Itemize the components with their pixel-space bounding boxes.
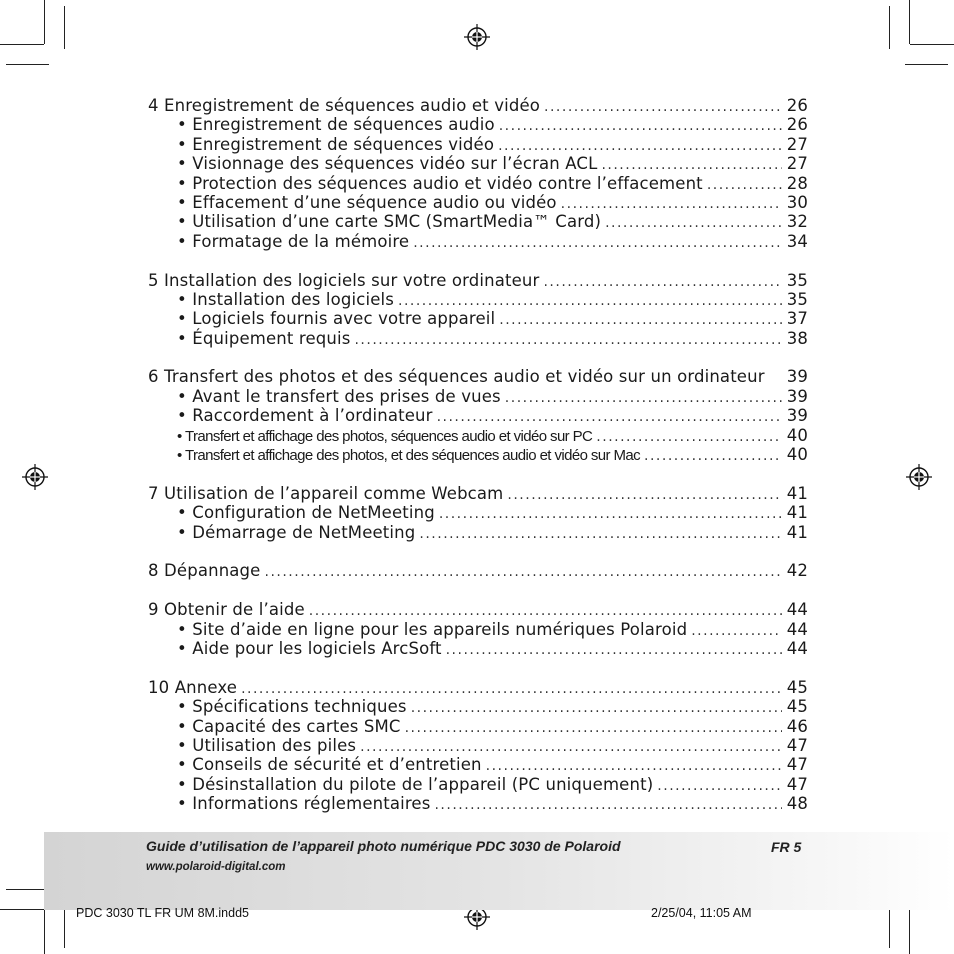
toc-subentry xyxy=(148,154,808,173)
toc-subentry xyxy=(148,523,808,542)
toc-leader-dots xyxy=(446,641,782,660)
footer-title: Guide d’utilisation de l’appareil photo numérique PDC 3030 de Polaroid xyxy=(146,838,621,854)
toc-chapter xyxy=(148,271,808,290)
toc-subentry xyxy=(148,639,808,658)
crop-mark xyxy=(905,64,948,65)
toc-page-number: 27 xyxy=(786,154,808,174)
toc-leader-dots xyxy=(439,505,782,524)
registration-mark-icon xyxy=(22,464,48,490)
toc-page-number: 34 xyxy=(786,231,808,251)
crop-mark xyxy=(44,910,45,954)
toc-page-number: 41 xyxy=(786,483,808,503)
toc-leader-dots xyxy=(434,796,782,815)
toc-leader-dots xyxy=(419,525,782,544)
toc-subentry xyxy=(148,620,808,639)
toc-leader-dots xyxy=(437,408,782,427)
toc-page-number: 35 xyxy=(786,289,808,309)
toc-entry-title: • Configuration de NetMeeting xyxy=(177,503,435,523)
slug-page: 5 xyxy=(242,906,249,920)
toc-entry-title: 7 Utilisation de l’appareil comme Webcam xyxy=(148,483,504,503)
crop-mark xyxy=(6,889,49,890)
toc-subentry xyxy=(148,135,808,154)
toc-chapter xyxy=(148,600,808,619)
toc-entry-title: 6 Transfert des photos et des séquences audio et vidéo sur un ordinateur xyxy=(148,367,765,387)
slug-file: PDC 3030 TL FR UM 8M.indd xyxy=(76,906,243,920)
toc-leader-dots xyxy=(691,622,782,641)
toc-leader-dots xyxy=(544,98,782,117)
toc-page-number: 44 xyxy=(786,619,808,639)
toc-subentry xyxy=(148,309,808,328)
toc-page-number: 39 xyxy=(786,367,808,387)
toc-subentry xyxy=(148,736,808,755)
toc-page-number: 44 xyxy=(786,638,808,658)
crop-mark xyxy=(889,905,890,948)
toc-chapter xyxy=(148,561,808,580)
toc-page-number: 47 xyxy=(786,774,808,794)
toc-page-number: 42 xyxy=(786,561,808,581)
toc-spacer xyxy=(148,464,808,483)
toc-page-number: 41 xyxy=(786,522,808,542)
toc-subentry xyxy=(148,406,808,425)
toc-entry-title: 10 Annexe xyxy=(148,677,238,697)
toc-page-number: 45 xyxy=(786,697,808,717)
toc-page-number: 47 xyxy=(786,755,808,775)
toc-entry-title: • Avant le transfert des prises de vues xyxy=(177,386,501,406)
toc-chapter xyxy=(148,678,808,697)
toc-leader-dots xyxy=(605,214,782,233)
toc-entry-title: • Transfert et affichage des photos, séquences audio et vidéo sur PC xyxy=(177,427,593,445)
toc-entry-title: • Installation des logiciels xyxy=(177,289,394,309)
toc-entry-title: • Utilisation des piles xyxy=(177,735,357,755)
toc-subentry xyxy=(148,775,808,794)
toc-entry-title: • Protection des séquences audio et vidéo contre l’effacement xyxy=(177,173,703,193)
toc-entry-title: 4 Enregistrement de séquences audio et vidéo xyxy=(148,96,541,115)
toc-entry-title: • Spécifications techniques xyxy=(177,697,407,717)
toc-page-number: 39 xyxy=(786,406,808,426)
toc-subentry xyxy=(148,329,808,348)
toc-entry-title: • Utilisation d’une carte SMC (SmartMedia™ Card) xyxy=(177,212,602,232)
toc-spacer xyxy=(148,658,808,677)
crop-mark xyxy=(889,6,890,49)
crop-mark xyxy=(6,64,49,65)
toc-entry-title: • Enregistrement de séquences vidéo xyxy=(177,134,495,154)
footer-url[interactable]: www.polaroid-digital.com xyxy=(146,861,286,873)
toc-entry-title: 8 Dépannage xyxy=(148,561,261,581)
crop-mark xyxy=(909,910,910,954)
toc-leader-dots xyxy=(265,563,783,582)
toc-page-number: 37 xyxy=(786,309,808,329)
toc-page-number: 46 xyxy=(786,716,808,736)
toc-entry-title: • Désinstallation du pilote de l’appareil (PC uniquement) xyxy=(177,774,654,794)
toc-subentry xyxy=(148,290,808,309)
toc-spacer xyxy=(148,581,808,600)
toc-entry-title: • Démarrage de NetMeeting xyxy=(177,522,416,542)
toc-entry-title: • Équipement requis xyxy=(177,328,351,348)
registration-mark-icon xyxy=(464,24,490,50)
toc-leader-dots xyxy=(499,117,782,136)
crop-mark xyxy=(0,44,44,45)
toc-page-number: 48 xyxy=(786,794,808,814)
toc-entry-title: • Informations réglementaires xyxy=(177,794,431,814)
toc-subentry xyxy=(148,212,808,231)
toc-page-number: 26 xyxy=(786,96,808,115)
toc-spacer xyxy=(148,542,808,561)
toc-page-number: 40 xyxy=(786,445,808,465)
toc-entry-title: • Aide pour les logiciels ArcSoft xyxy=(177,638,442,658)
toc-leader-dots xyxy=(644,447,782,466)
slug-filename xyxy=(76,906,249,920)
toc-entry-title: • Capacité des cartes SMC xyxy=(177,716,401,736)
toc-leader-dots xyxy=(354,331,782,350)
toc-leader-dots xyxy=(707,176,782,195)
toc-subentry xyxy=(148,174,808,193)
toc-leader-dots xyxy=(405,719,782,738)
toc-entry-title: • Visionnage des séquences vidéo sur l’écran ACL xyxy=(177,154,598,174)
toc-page-number: 35 xyxy=(786,270,808,290)
toc-leader-dots xyxy=(411,699,782,718)
toc-subentry xyxy=(148,755,808,774)
toc-page-number: 40 xyxy=(786,425,808,445)
toc-spacer xyxy=(148,348,808,367)
crop-mark xyxy=(910,44,954,45)
toc-entry-title: 9 Obtenir de l’aide xyxy=(148,600,305,620)
crop-mark xyxy=(0,909,44,910)
toc-subentry xyxy=(148,697,808,716)
toc-page-number: 39 xyxy=(786,386,808,406)
toc-entry-title: • Conseils de sécurité et d’entretien xyxy=(177,755,482,775)
toc-leader-dots xyxy=(543,273,782,292)
registration-mark-icon xyxy=(906,464,932,490)
toc-subentry xyxy=(148,794,808,813)
toc-entry-title: • Transfert et affichage des photos, et des séquences audio et vidéo sur Mac xyxy=(177,447,641,465)
crop-mark xyxy=(909,0,910,44)
toc-entry-title: • Site d’aide en ligne pour les appareils numériques Polaroid xyxy=(177,619,688,639)
toc-subentry xyxy=(148,503,808,522)
toc-entry-title: • Effacement d’une séquence audio ou vidéo xyxy=(177,192,557,212)
toc-entry-title: 5 Installation des logiciels sur votre ordinateur xyxy=(148,270,540,290)
toc-entry-title: • Enregistrement de séquences audio xyxy=(177,115,495,135)
toc-chapter xyxy=(148,96,808,115)
toc-leader-dots xyxy=(596,428,782,447)
toc-subentry xyxy=(148,232,808,251)
toc-page-number: 45 xyxy=(786,677,808,697)
toc-leader-dots xyxy=(657,777,782,796)
toc-page-number: 27 xyxy=(786,134,808,154)
toc-subentry xyxy=(148,426,808,445)
toc-leader-dots xyxy=(505,389,782,408)
toc-page-number: 30 xyxy=(786,192,808,212)
toc-page-number: 47 xyxy=(786,735,808,755)
toc-spacer xyxy=(148,251,808,270)
toc-subentry xyxy=(148,193,808,212)
crop-mark xyxy=(64,905,65,948)
toc-chapter xyxy=(148,484,808,503)
toc-entry-title: • Logiciels fournis avec votre appareil xyxy=(177,309,496,329)
toc-entry-title: • Raccordement à l’ordinateur xyxy=(177,406,433,426)
toc-leader-dots xyxy=(507,486,782,505)
page-number: FR 5 xyxy=(771,839,802,855)
slug-date: 2/25/04, 11:05 AM xyxy=(651,906,752,920)
toc-page-number: 26 xyxy=(786,115,808,135)
table-of-contents xyxy=(148,96,808,813)
toc-page-number: 41 xyxy=(786,503,808,523)
toc-subentry xyxy=(148,445,808,464)
toc-page-number: 38 xyxy=(786,328,808,348)
crop-mark xyxy=(44,0,45,44)
toc-page-number: 44 xyxy=(786,600,808,620)
toc-page-number: 32 xyxy=(786,212,808,232)
toc-leader-dots xyxy=(499,311,782,330)
toc-subentry xyxy=(148,387,808,406)
crop-mark xyxy=(64,6,65,49)
toc-entry-title: • Formatage de la mémoire xyxy=(177,231,410,251)
toc-subentry xyxy=(148,717,808,736)
toc-subentry xyxy=(148,115,808,134)
toc-page-number: 28 xyxy=(786,173,808,193)
toc-chapter xyxy=(148,367,808,386)
toc-leader-dots xyxy=(413,234,782,253)
